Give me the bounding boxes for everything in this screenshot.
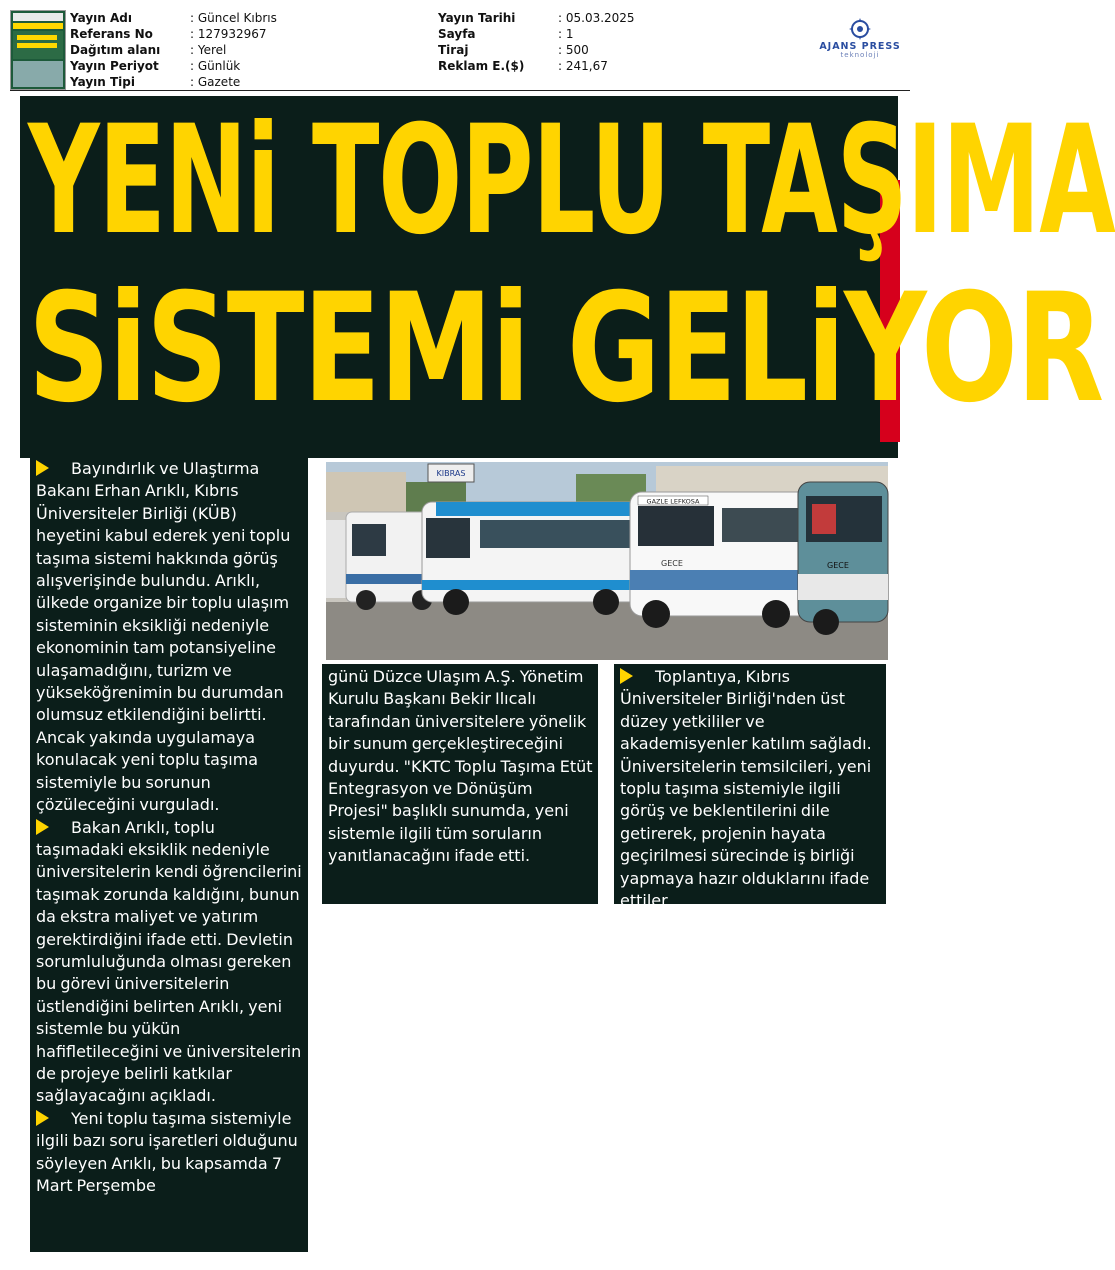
bus-sign-3: GECE [827,561,849,570]
article-column-2 [322,664,598,904]
article-column-3 [614,664,886,911]
bus-sign-2: GECE [661,559,683,568]
meta-row-ad-equivalent: Reklam E.($) : 241,67 [438,59,608,73]
bullet-arrow-icon [620,668,633,684]
logo-name: AJANS PRESS [819,41,901,52]
meta-row-publication-type: Yayın Tipi : Gazete [70,75,241,89]
meta-row-publication-name: Yayın Adı : Güncel Kıbrıs [70,11,277,25]
paragraph-4: günü Düzce Ulaşım A.Ş. Yönetim Kurulu Başkanı Bekir Ilıcalı tarafından üniversitelere yönelik bir sunum gerçekleştireceğini duyurdu. "KKTC Toplu Taşıma Etüt Entegrasyon ve Dönüşüm Projesi" başlıklı sunumda, yeni sistemle ilgili tüm soruların yanıtlanacağını ifade etti. [328,667,593,866]
paragraph-3: Yeni toplu taşıma sistemiyle ilgili bazı soru işaretleri olduğunu söyleyen Arıklı, bu kapsamda 7 Mart Perşembe [36,1108,298,1195]
paragraph-5: Toplantıya, Kıbrıs Üniversiteler Birliği'nden üst düzey yetkililer ve akademisyenler katılım sağladı. Üniversitelerin temsilcileri, yeni toplu taşıma sistemiyle ilgili görüş ve beklentilerini dile getirerek, projenin hayata geçirilmesi sürecinde iş birliği yapmaya hazır olduklarını ifade ettiler. [620,667,872,911]
headline-line-1: YENi TOPLU TAŞIMA [28,94,1115,268]
bus-sign-1: GAZLE LEFKOSA [646,497,700,506]
bullet-arrow-icon [36,460,49,476]
headline-line-2: SiSTEMi GELiYOR [28,262,1103,436]
sign-text: KIBRAS [436,469,466,478]
logo-tagline: teknoloji [840,51,880,59]
header-divider [10,90,910,91]
paragraph-1: Bayındırlık ve Ulaştırma Bakanı Erhan Arıklı, Kıbrıs Üniversiteler Birliği (KÜB) heyetini kabul ederek yeni toplu taşıma sistemi hakkında görüş alışverişinde bulundu. Arıklı, ülkede organize bir toplu ulaşım sisteminin eksikliği nedeniyle ekonominin tam potansiyeline ulaşamadığını, turizm ve yükseköğrenimin bu durumdan olumsuz etkilendiğini belirtti. Ancak yakında uygulamaya konulacak yeni toplu taşıma sistemiyle bu sorunun çözüleceğini vurguladı. [36,459,291,815]
compass-icon [849,18,871,40]
meta-row-circulation: Tiraj : 500 [438,43,589,57]
meta-row-page: Sayfa : 1 [438,27,574,41]
bullet-arrow-icon [36,819,49,835]
article-column-1 [30,456,308,1252]
meta-row-reference-no: Referans No : 127932967 [70,27,267,41]
paragraph-2: Bakan Arıklı, toplu taşımadaki eksiklik nedeniyle üniversitelerin kendi öğrencilerini taşımak zorunda kaldığını, bunun da ekstra maliyet ve yatırım gerektirdiğini ifade etti. Devletin sorumluluğunda olması gereken bu görevi üniversitelerin üstlendiğini belirten Arıklı, yeni sistemle bu yükün hafifletileceğini ve üniversitelerin de projeye belirli katkılar sağlayacağını açıkladı. [36,817,302,1106]
ajans-press-logo [812,18,908,64]
bus-photo [326,462,888,660]
meta-row-distribution-area: Dağıtım alanı : Yerel [70,43,227,57]
bullet-arrow-icon [36,1110,49,1126]
publication-meta-right [438,10,635,74]
meta-row-period: Yayın Periyot : Günlük [70,59,241,73]
publication-meta-left [70,10,277,90]
newspaper-thumbnail [10,10,66,90]
meta-row-publication-date: Yayın Tarihi : 05.03.2025 [438,11,635,25]
